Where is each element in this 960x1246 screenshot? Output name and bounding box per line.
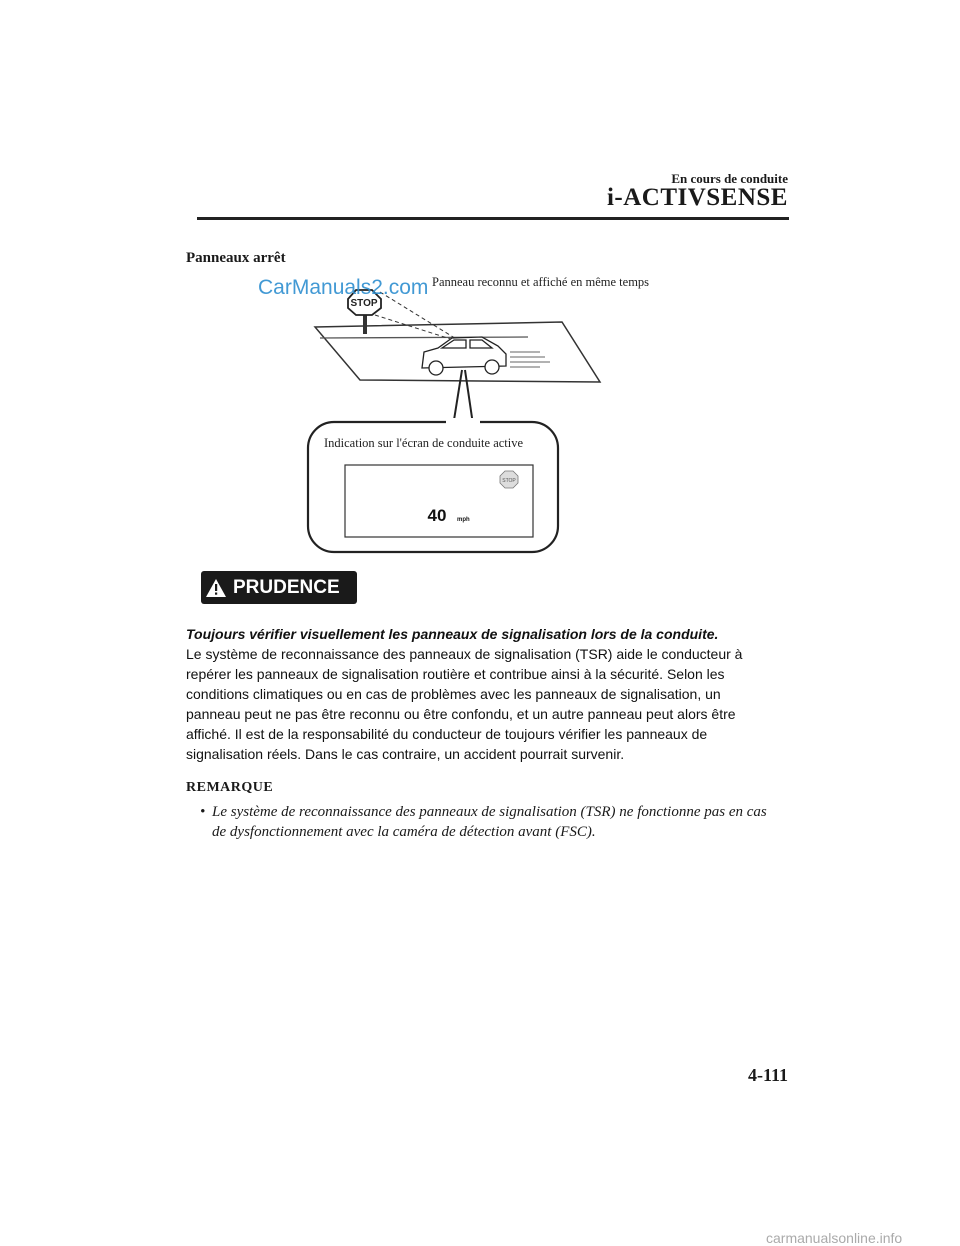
tsr-illustration xyxy=(180,260,780,570)
footer-watermark: carmanualsonline.info xyxy=(766,1230,903,1246)
road-edge xyxy=(320,337,528,338)
watermark: CarManuals2.com xyxy=(258,276,429,299)
note-item xyxy=(200,802,775,842)
caution-badge xyxy=(201,571,357,604)
caution-label: PRUDENCE xyxy=(233,576,340,598)
chapter-title: i-ACTIVSENSE xyxy=(606,184,788,211)
caution-paragraph: Le système de reconnaissance des panneaux de signalisation (TSR) aide le conducteur à repérer les panneaux de signalisation routière et contribue ainsi à la sécurité. Selon les conditions climatiques ou en cas de problèmes avec les panneaux de signalisation, un panneau peut ne pas être reconnu ou être confondu, et un autre panneau peut alors être affiché. Il est de la responsabilité du conducteur de toujours vérifier les panneaux de signalisation réels. Dans le cas contraire, un accident pourrait survenir. xyxy=(186,646,743,762)
caution-body xyxy=(186,624,776,764)
header-rule xyxy=(197,217,789,220)
note-title: REMARQUE xyxy=(186,780,274,795)
car-icon xyxy=(422,337,506,375)
warning-icon xyxy=(205,578,227,598)
bullet: • xyxy=(200,804,206,820)
svg-text:STOP: STOP xyxy=(350,298,378,309)
figure-title: Panneaux arrêt xyxy=(186,250,286,266)
figure-caption-display: Indication sur l'écran de conduite active xyxy=(324,436,524,450)
section-header: En cours de conduite xyxy=(671,171,788,186)
svg-text:STOP: STOP xyxy=(502,478,516,484)
motion-lines xyxy=(510,352,550,367)
note-text: Le système de reconnaissance des panneaux de signalisation (TSR) ne fonctionne pas en cas de dysfonctionnement avec la caméra de détection avant (FSC). xyxy=(212,804,767,840)
speed-unit: mph xyxy=(457,517,470,523)
speed-value: 40 xyxy=(427,506,447,525)
page-number: 4-111 xyxy=(747,1065,788,1085)
caution-lead: Toujours vérifier visuellement les panneaux de signalisation lors de la conduite. xyxy=(186,626,719,642)
display-stop-icon xyxy=(500,471,518,488)
figure-caption-top: Panneau reconnu et affiché en même temps xyxy=(432,275,650,289)
